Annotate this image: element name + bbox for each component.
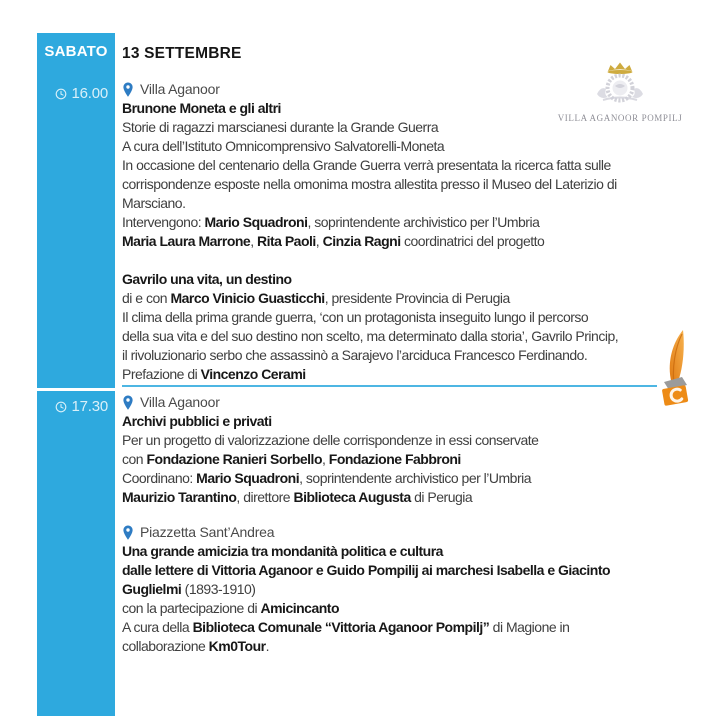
day-label: SABATO: [44, 43, 108, 60]
timeline-bar-top: [37, 33, 115, 388]
text-line: Maria Laura Marrone, Rita Paoli, Cinzia Ragni coordinatrici del progetto: [122, 233, 545, 249]
event-time: 16.00: [71, 85, 108, 102]
quill-inkwell-icon: [652, 328, 696, 406]
venue-row: [122, 80, 668, 99]
text-line: In occasione del centenario della Grande Guerra verrà presentata la ricerca fatta sulle: [122, 157, 611, 173]
event-section-1600: [122, 80, 668, 384]
text-line: Archivi pubblici e privati: [122, 413, 272, 429]
event-section-1730: [122, 393, 668, 656]
text-line: Maurizio Tarantino, direttore Biblioteca Augusta di Perugia: [122, 489, 473, 505]
venue-name: Villa Aganoor: [140, 81, 220, 97]
text-line: il rivoluzionario serbo che assassinò a Sarajevo l’arciduca Francesco Ferdinando.: [122, 347, 588, 363]
clock-icon: [55, 401, 67, 413]
location-pin-icon: [122, 395, 134, 411]
event-time-row-1600: [55, 85, 108, 102]
block-spacer: [122, 251, 668, 270]
text-line: collaborazione Km0Tour.: [122, 638, 269, 654]
text-line: Una grande amicizia tra mondanità politica e cultura: [122, 543, 443, 559]
venue-row: [122, 523, 668, 542]
location-pin-icon: [122, 525, 134, 541]
text-line: Marsciano.: [122, 195, 186, 211]
text-line: Coordinano: Mario Squadroni, soprintendente archivistico per l’Umbria: [122, 470, 532, 486]
text-line: corrispondenze esposte nella omonima mostra allestita presso il Museo del Laterizio di: [122, 176, 617, 192]
text-line: A cura dell’Istituto Omnicomprensivo Salvatorelli-Moneta: [122, 138, 445, 154]
text-line: della sua vita e del suo destino non scelto, ma determinato dalla storia’, Gavrilo Princip,: [122, 328, 619, 344]
event-text-block: [122, 99, 668, 251]
block-spacer: [122, 507, 668, 523]
venue-name: Piazzetta Sant’Andrea: [140, 524, 275, 540]
text-line: Guglielmi (1893-1910): [122, 581, 256, 597]
event-time: 17.30: [71, 398, 108, 415]
event-text-block: [122, 270, 668, 384]
logo-caption: VILLA AGANOOR POMPILJ: [557, 113, 683, 123]
text-line: con la partecipazione di Amicincanto: [122, 600, 340, 616]
location-pin-icon: [122, 82, 134, 98]
event-time-row-1730: [55, 398, 108, 415]
text-line: di e con Marco Vinicio Guasticchi, presidente Provincia di Perugia: [122, 290, 510, 306]
text-line: Gavrilo una vita, un destino: [122, 271, 292, 287]
text-line: dalle lettere di Vittoria Aganoor e Guido Pompilij ai marchesi Isabella e Giacinto: [122, 562, 611, 578]
clock-icon: [55, 88, 67, 100]
text-line: Storie di ragazzi marscianesi durante la Grande Guerra: [122, 119, 439, 135]
timeline-bar-bottom: [37, 391, 115, 716]
text-line: A cura della Biblioteca Comunale “Vittoria Aganoor Pompilj” di Magione in: [122, 619, 570, 635]
text-line: Brunone Moneta e gli altri: [122, 100, 281, 116]
date-title: 13 SETTEMBRE: [122, 45, 242, 62]
event-text-block: [122, 542, 668, 656]
text-line: Il clima della prima grande guerra, ‘con un protagonista inseguito lungo il percorso: [122, 309, 589, 325]
text-line: Prefazione di Vincenzo Cerami: [122, 366, 306, 382]
text-line: Intervengono: Mario Squadroni, soprintendente archivistico per l’Umbria: [122, 214, 540, 230]
venue-row: [122, 393, 668, 412]
venue-name: Villa Aganoor: [140, 394, 220, 410]
text-line: Per un progetto di valorizzazione delle corrispondenze in essi conservate: [122, 432, 539, 448]
section-divider: [122, 385, 657, 387]
event-text-block: [122, 412, 668, 507]
text-line: con Fondazione Ranieri Sorbello, Fondazione Fabbroni: [122, 451, 461, 467]
